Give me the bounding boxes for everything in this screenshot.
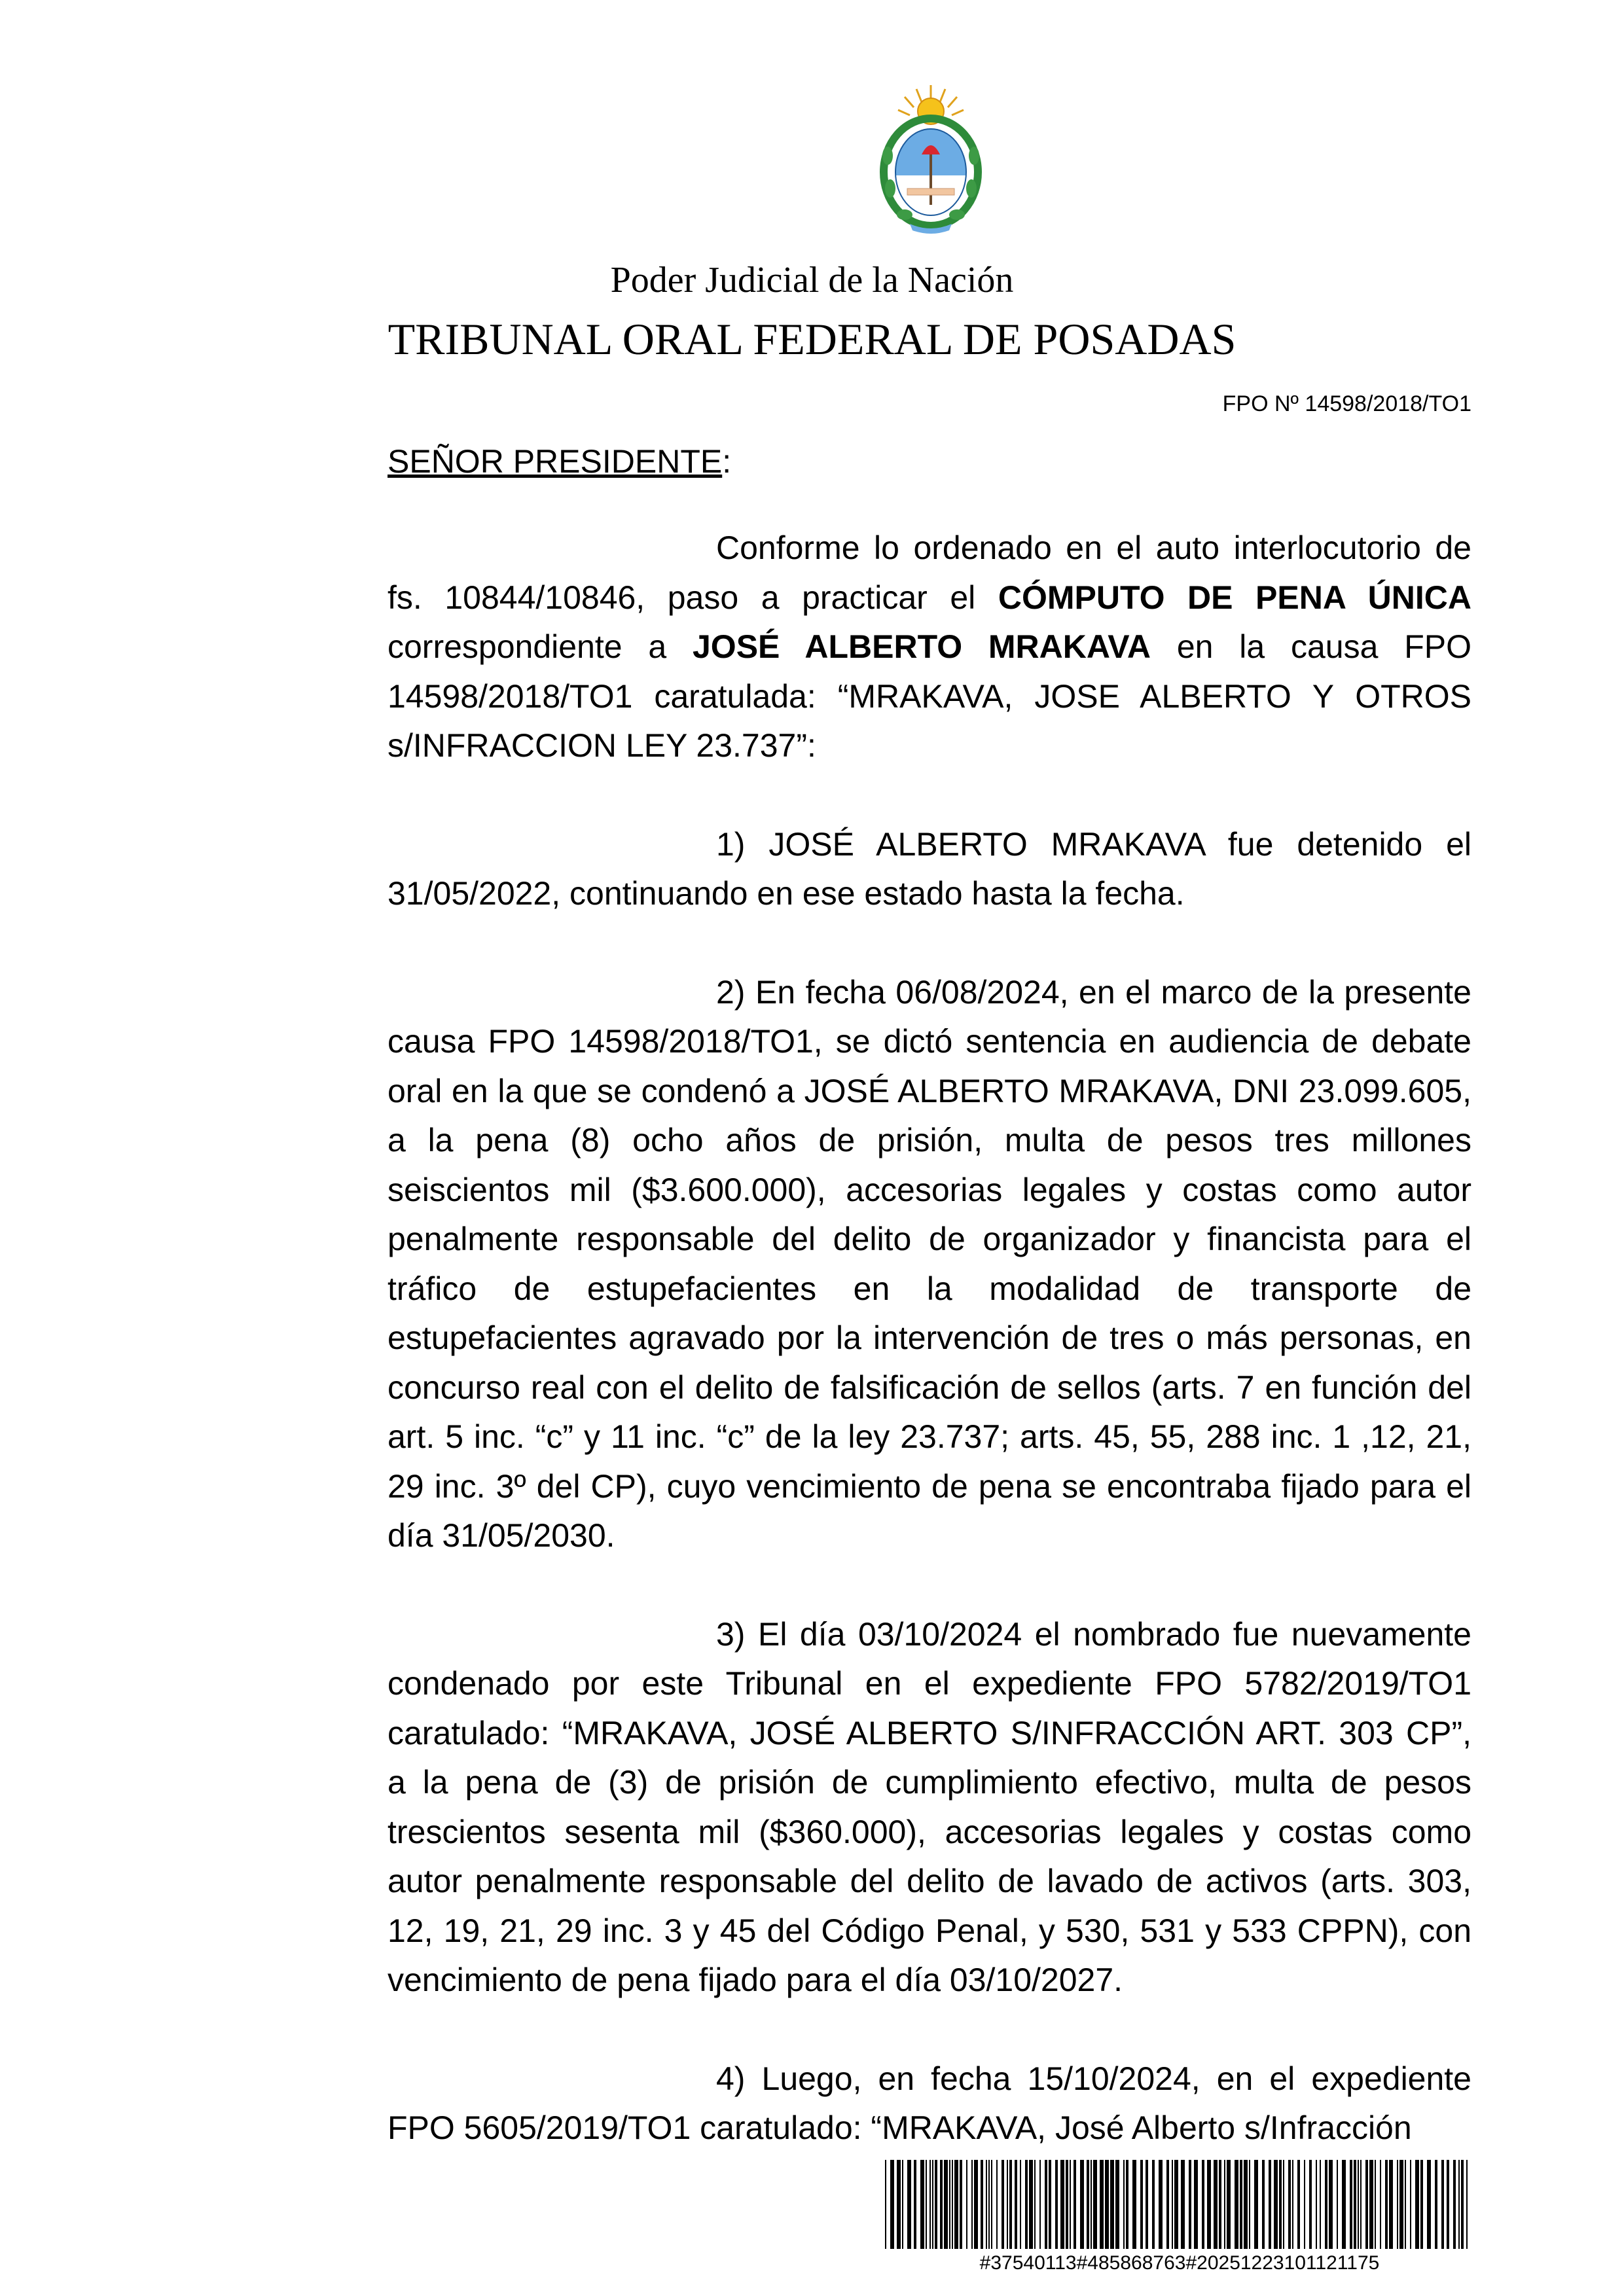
intro-bold-computo: CÓMPUTO DE PENA ÚNICA [998,579,1471,616]
barcode-bar [1325,2160,1327,2249]
barcode-bar [1009,2160,1012,2249]
barcode-bar [949,2160,950,2249]
barcode-bar [1274,2160,1278,2249]
barcode-bar [1420,2160,1423,2249]
barcode-bar [1399,2160,1403,2249]
barcode-bar [1181,2160,1185,2249]
barcode-bar [1224,2160,1225,2249]
barcode-bar [966,2160,967,2249]
barcode-bar [1066,2160,1068,2249]
argentina-coat-of-arms [878,84,983,236]
barcode-bar [1070,2160,1071,2249]
barcode-bar [926,2160,927,2249]
barcode-bar [1227,2160,1231,2249]
barcode-bar [1350,2160,1352,2249]
barcode-bar [1405,2160,1406,2249]
barcode-bar [1172,2160,1173,2249]
barcode-bar [1461,2160,1464,2249]
barcode-bar [1427,2160,1431,2249]
salutation [388,437,731,486]
barcode-bar [1159,2160,1163,2249]
barcode-bar [1123,2160,1125,2249]
barcode-bar [981,2160,983,2249]
barcode-bar [991,2160,992,2249]
barcode-bar [1279,2160,1282,2249]
barcode-bar [1375,2160,1376,2249]
barcode-bar [1007,2160,1008,2249]
barcode-bar [897,2160,901,2249]
barcode-bar [929,2160,931,2249]
header-tribunal: TRIBUNAL ORAL FEDERAL DE POSADAS [388,314,1236,364]
intro-text-2: correspondiente a [388,628,693,665]
barcode-bar [1360,2160,1362,2249]
barcode-bar [1365,2160,1368,2249]
barcode-bar [1039,2160,1041,2249]
barcode-bar [920,2160,924,2249]
paragraph-3: 3) El día 03/10/2024 el nombrado fue nuevamente condenado por este Tribunal en el expediente FPO 5782/2019/TO1 caratulado: “MRAKAVA, JOSÉ ALBERTO S/INFRACCIÓN ART. 303 CP”, a la pena de (3) de prisión de cumplimiento efectivo, multa de pesos trescientos sesenta mil ($360.000), accesorias legales y costas como autor penalmente responsable del delito de lavado de activos (arts. 303, 12, 19, 21, 29 inc. 3 y 45 del Código Penal, y 530, 531 y 533 CPPN), con vencimiento de pena fijado para el día 03/10/2027. [388,1615,1471,1998]
barcode-bar [996,2160,998,2249]
barcode-bar [1074,2160,1076,2249]
barcode-bar [1453,2160,1456,2249]
barcode-bar [988,2160,990,2249]
barcode-bar [1441,2160,1444,2249]
barcode-bar [1110,2160,1114,2249]
barcode-bar [1447,2160,1449,2249]
barcode-bar [1329,2160,1333,2249]
barcode-bar [1045,2160,1047,2249]
barcode-bar [907,2160,911,2249]
barcode-bar [1140,2160,1143,2249]
document-body [388,524,1471,2153]
file-reference: FPO Nº 14598/2018/TO1 [1222,391,1471,416]
barcode-bar [1283,2160,1284,2249]
barcode-bar [1105,2160,1109,2249]
barcode-bar [935,2160,937,2249]
barcode-bar [1001,2160,1004,2249]
barcode-bar [1100,2160,1104,2249]
barcode-bar [1466,2160,1468,2249]
barcode-bar [1029,2160,1033,2249]
barcode-bar [952,2160,953,2249]
header-institution: Poder Judicial de la Nación [610,260,1014,300]
barcode-bar [1342,2160,1346,2249]
barcode-bar [1115,2160,1119,2249]
salutation-punct: : [722,443,732,480]
barcode-bar [1240,2160,1242,2249]
barcode-bar [1304,2160,1305,2249]
barcode-bar [1087,2160,1089,2249]
barcode-number: #37540113#485868763#20251223101121175 [979,2252,1380,2274]
barcode-bar [1244,2160,1248,2249]
barcode-bar [1269,2160,1271,2249]
barcode-bar [1415,2160,1419,2249]
barcode-bar [1337,2160,1338,2249]
barcode-bar [1055,2160,1058,2249]
barcode-bar [1397,2160,1398,2249]
barcode-bar [1320,2160,1321,2249]
barcode-bar [1174,2160,1178,2249]
barcode-bar [1297,2160,1300,2249]
barcode-bar [1316,2160,1317,2249]
barcode-bar [932,2160,933,2249]
barcode-bar [1249,2160,1250,2249]
barcode-bar [885,2160,886,2249]
barcode-bar [1015,2160,1017,2249]
barcode-bar [971,2160,973,2249]
barcode-bar [1410,2160,1411,2249]
barcode-bar [1292,2160,1293,2249]
intro-bold-name: JOSÉ ALBERTO MRAKAVA [693,628,1151,665]
barcode-bar [1358,2160,1359,2249]
barcode-bar [1194,2160,1198,2249]
barcode [885,2160,1474,2249]
barcode-bar [1207,2160,1211,2249]
barcode-bar [1214,2160,1218,2249]
barcode-bar [960,2160,962,2249]
barcode-bar [1309,2160,1312,2249]
barcode-bar [1235,2160,1238,2249]
barcode-bar [1166,2160,1169,2249]
barcode-bar [1080,2160,1084,2249]
paragraph-4: 4) Luego, en fecha 15/10/2024, en el expediente FPO 5605/2019/TO1 caratulado: “MRAKAVA, José Alberto s/Infracción [388,2060,1471,2146]
barcode-bar [1126,2160,1128,2249]
barcode-bar [1049,2160,1051,2249]
barcode-bar [940,2160,943,2249]
barcode-bar [1458,2160,1460,2249]
barcode-bar [1034,2160,1036,2249]
barcode-bar [1202,2160,1204,2249]
barcode-bar [914,2160,916,2249]
barcode-bar [902,2160,903,2249]
barcode-bar [1254,2160,1258,2249]
barcode-bar [1385,2160,1388,2249]
barcode-bar [1389,2160,1393,2249]
barcode-bar [1060,2160,1064,2249]
paragraph-1: 1) JOSÉ ALBERTO MRAKAVA fue detenido el 31/05/2022, continuando en ese estado hasta la fecha. [388,825,1471,912]
barcode-bar [1262,2160,1265,2249]
barcode-bar [1146,2160,1148,2249]
barcode-bar [1132,2160,1136,2249]
barcode-bar [986,2160,987,2249]
barcode-bar [890,2160,894,2249]
intro-text-1: Conforme lo ordenado en el auto interlocutorio de fs. 10844/10846, paso a practicar el [388,529,1471,616]
barcode-bar [1369,2160,1373,2249]
barcode-bar [954,2160,958,2249]
intro-paragraph [388,524,1471,771]
salutation-title: SEÑOR PRESIDENTE [388,443,723,480]
barcode-bar [1025,2160,1028,2249]
barcode-bar [944,2160,948,2249]
barcode-bar [1189,2160,1191,2249]
barcode-bar [1152,2160,1155,2249]
barcode-bar [1219,2160,1221,2249]
paragraph-2: 2) En fecha 06/08/2024, en el marco de la presente causa FPO 14598/2018/TO1, se dictó sentencia en audiencia de debate oral en la que se condenó a JOSÉ ALBERTO MRAKAVA, DNI 23.099.605, a la pena (8) ocho años de prisión, multa de pesos tres millones seiscientos mil ($3.600.000), accesorias legales y costas como autor penalmente responsable del delito de organizador y financista para el tráfico de estupefacientes en la modalidad de transporte de estupefacientes agravado por la intervención de tres o más personas, en concurso real con el delito de falsificación de sellos (arts. 7 en función del art. 5 inc. “c” y 11 inc. “c” de la ley 23.737; arts. 45, 55, 288 inc. 1 ,12, 21, 29 inc. 3º del CP), cuyo vencimiento de pena se encontraba fijado para el día 31/05/2030. [388,973,1471,1554]
barcode-bar [1093,2160,1097,2249]
barcode-bar [1354,2160,1356,2249]
barcode-bar [1020,2160,1021,2249]
barcode-bar [1288,2160,1291,2249]
intro-text-3: en la causa FPO 14598/2018/TO1 caratulada: “MRAKAVA, JOSE ALBERTO Y OTROS s/INFRACCION LEY 23.737”: [388,628,1471,764]
barcode-bar [1435,2160,1437,2249]
barcode-bar [1380,2160,1381,2249]
barcode-bar [1091,2160,1092,2249]
barcode-bar [974,2160,978,2249]
